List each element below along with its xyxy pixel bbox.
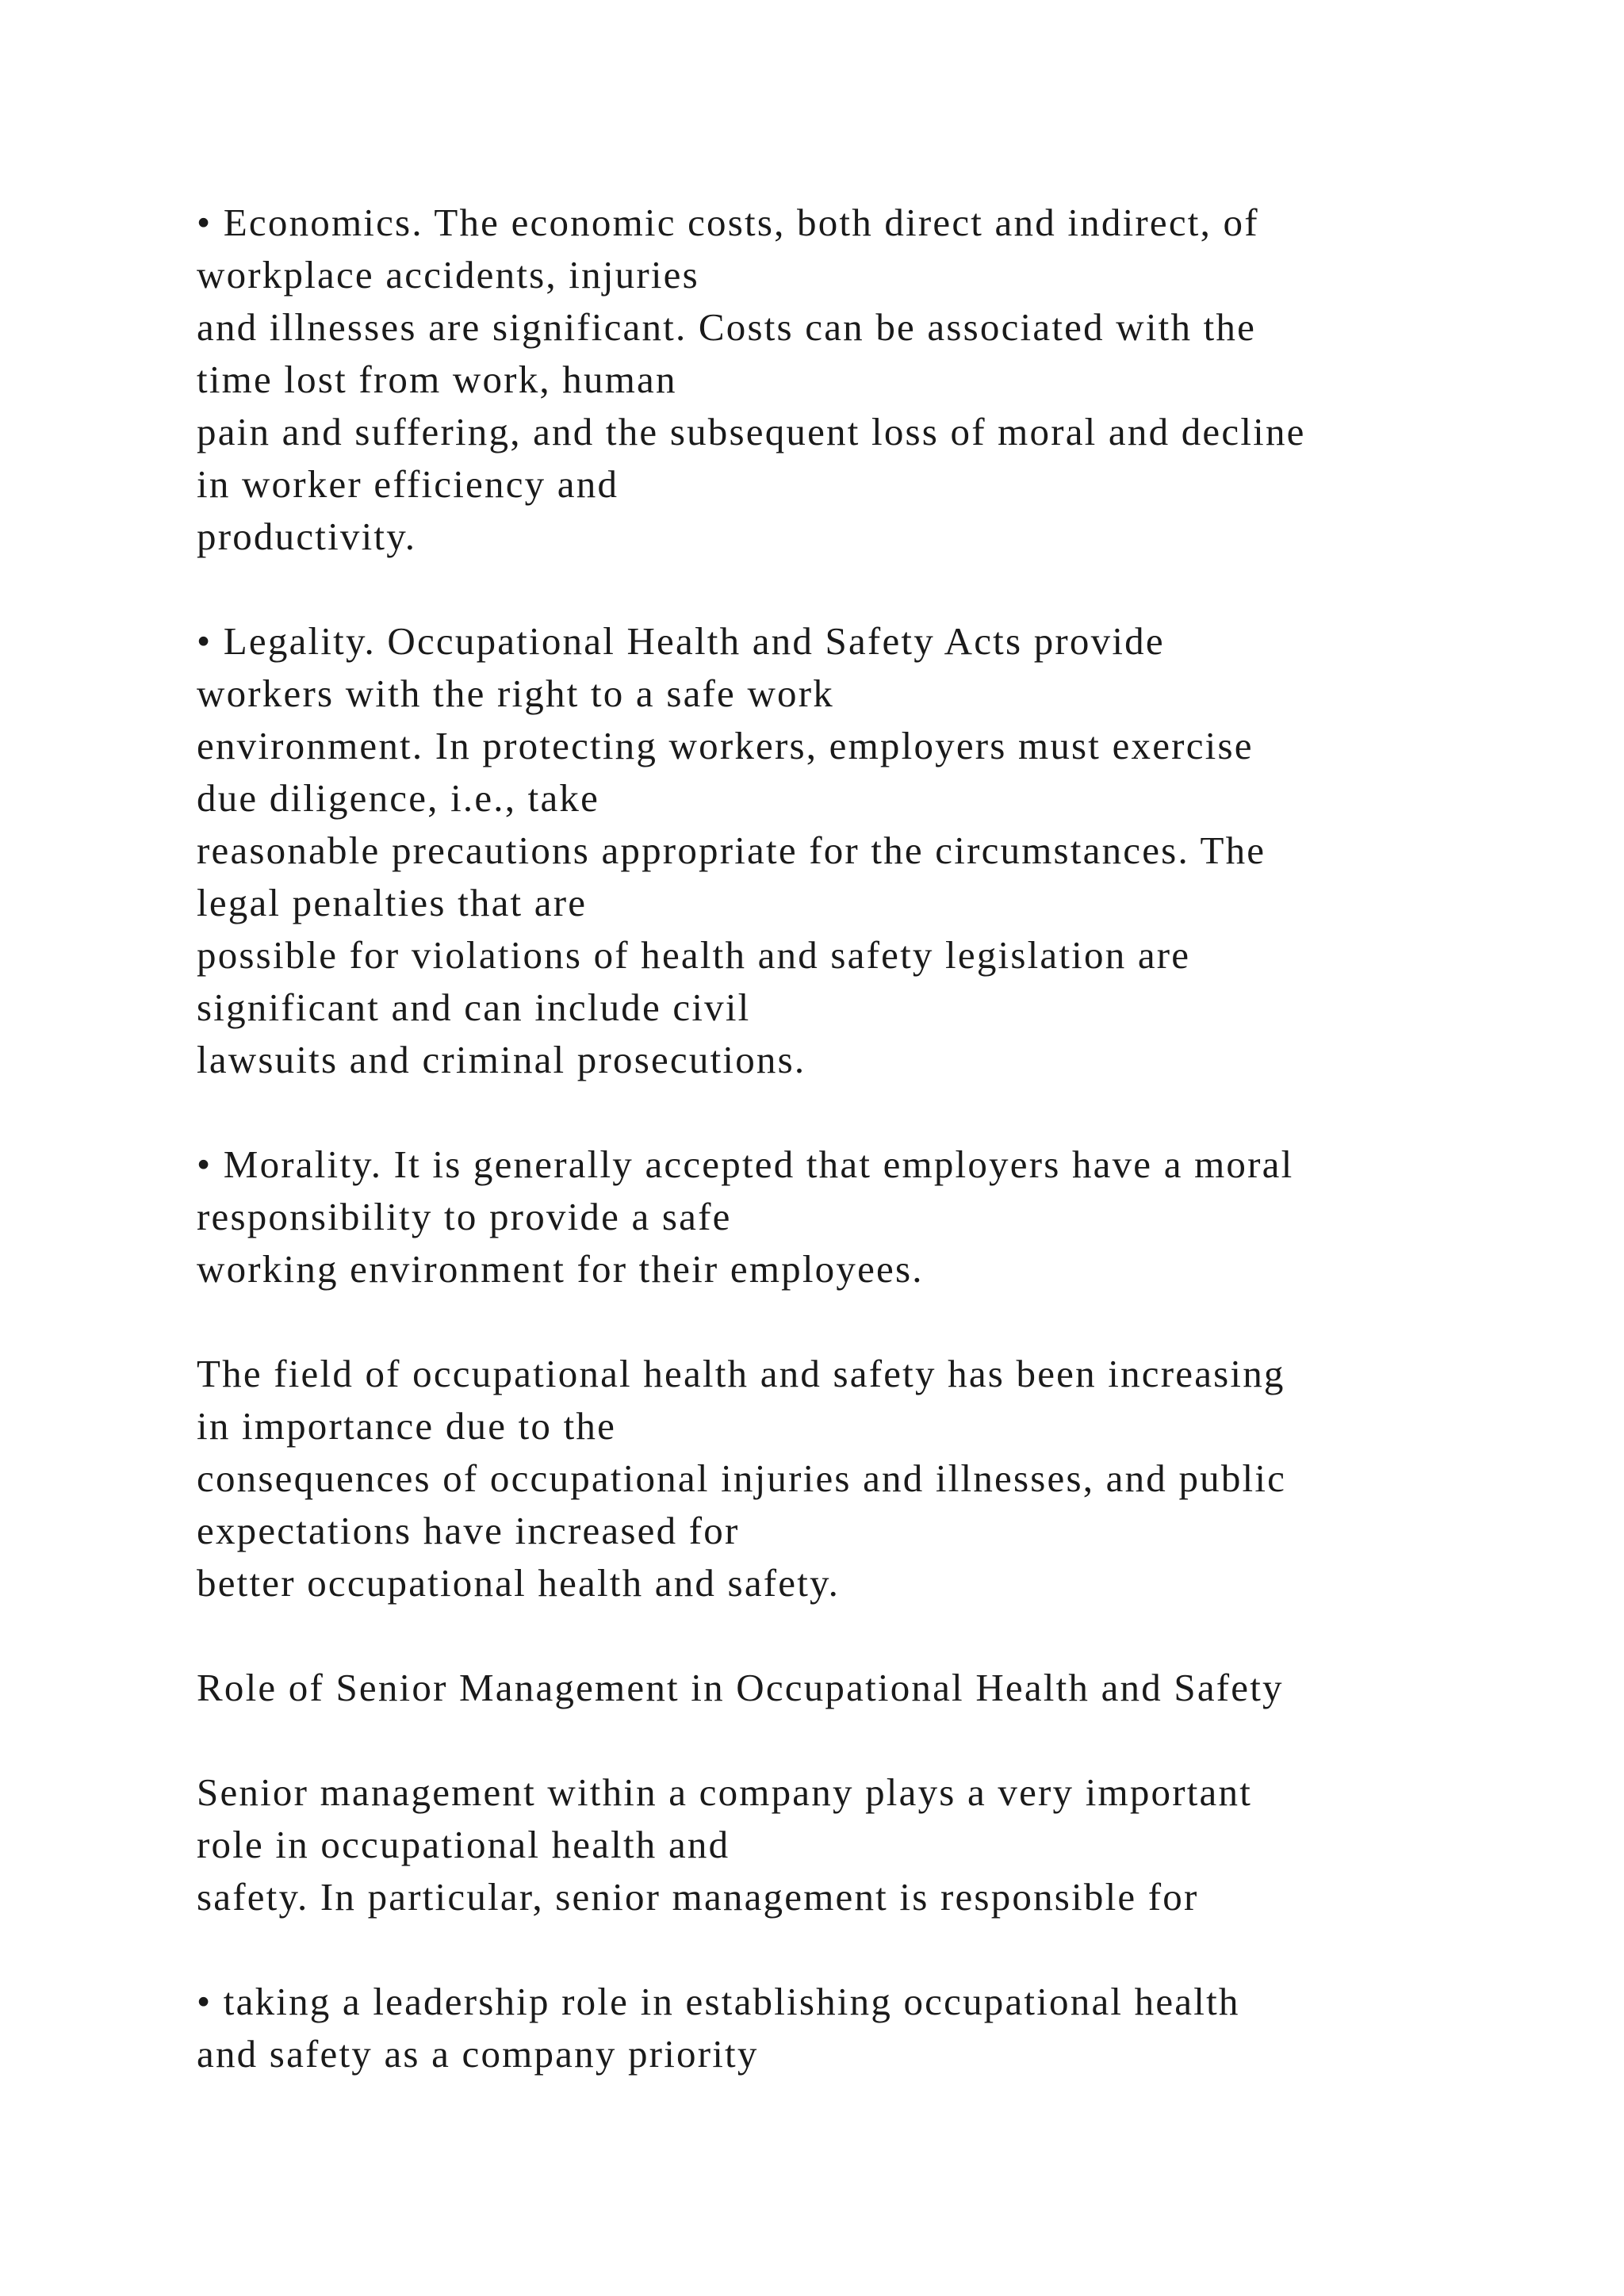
paragraph-leadership: [197, 1976, 1497, 2080]
text-line: better occupational health and safety.: [197, 1561, 841, 1605]
text-line: • Morality. It is generally accepted that employers have a moral: [197, 1142, 1294, 1186]
paragraph-field: [197, 1348, 1497, 1609]
text-line: role in occupational health and: [197, 1823, 730, 1866]
text-line: workplace accidents, injuries: [197, 253, 699, 297]
paragraph-gap: [197, 1086, 1497, 1138]
text-line: and safety as a company priority: [197, 2032, 759, 2076]
text-line: working environment for their employees.: [197, 1247, 924, 1291]
section-heading-text: Role of Senior Management in Occupational Health and Safety: [197, 1666, 1284, 1709]
text-line: environment. In protecting workers, employers must exercise: [197, 724, 1254, 767]
text-line: Senior management within a company plays a very important: [197, 1770, 1253, 1814]
text-line: The field of occupational health and safety has been increasing: [197, 1352, 1285, 1395]
text-line: workers with the right to a safe work: [197, 672, 834, 715]
paragraph-gap: [197, 1295, 1497, 1348]
text-line: and illnesses are significant. Costs can be associated with the: [197, 305, 1257, 349]
paragraph-gap: [197, 563, 1497, 615]
paragraph-senior-management: [197, 1766, 1497, 1923]
text-line: due diligence, i.e., take: [197, 776, 600, 820]
document-page: [197, 197, 1497, 2080]
paragraph-economics: [197, 197, 1497, 563]
paragraph-gap: [197, 1923, 1497, 1976]
text-line: expectations have increased for: [197, 1509, 740, 1552]
text-line: • Legality. Occupational Health and Safety Acts provide: [197, 619, 1165, 663]
paragraph-gap: [197, 1609, 1497, 1662]
text-line: pain and suffering, and the subsequent loss of moral and decline: [197, 410, 1306, 453]
text-line: responsibility to provide a safe: [197, 1195, 732, 1238]
text-line: significant and can include civil: [197, 985, 751, 1029]
text-line: consequences of occupational injuries and illnesses, and public: [197, 1456, 1287, 1500]
paragraph-gap: [197, 1714, 1497, 1766]
text-line: lawsuits and criminal prosecutions.: [197, 1038, 806, 1081]
text-line: productivity.: [197, 515, 417, 558]
text-line: possible for violations of health and safety legislation are: [197, 933, 1191, 977]
text-line: in importance due to the: [197, 1404, 617, 1448]
text-line: • Economics. The economic costs, both direct and indirect, of: [197, 201, 1259, 244]
section-heading: [197, 1662, 1497, 1714]
paragraph-legality: [197, 615, 1497, 1086]
text-line: • taking a leadership role in establishing occupational health: [197, 1980, 1240, 2023]
paragraph-morality: [197, 1138, 1497, 1295]
text-line: time lost from work, human: [197, 358, 677, 401]
text-line: in worker efficiency and: [197, 462, 619, 506]
text-line: reasonable precautions appropriate for the circumstances. The: [197, 828, 1266, 872]
text-line: legal penalties that are: [197, 881, 588, 924]
text-line: safety. In particular, senior management is responsible for: [197, 1875, 1199, 1919]
